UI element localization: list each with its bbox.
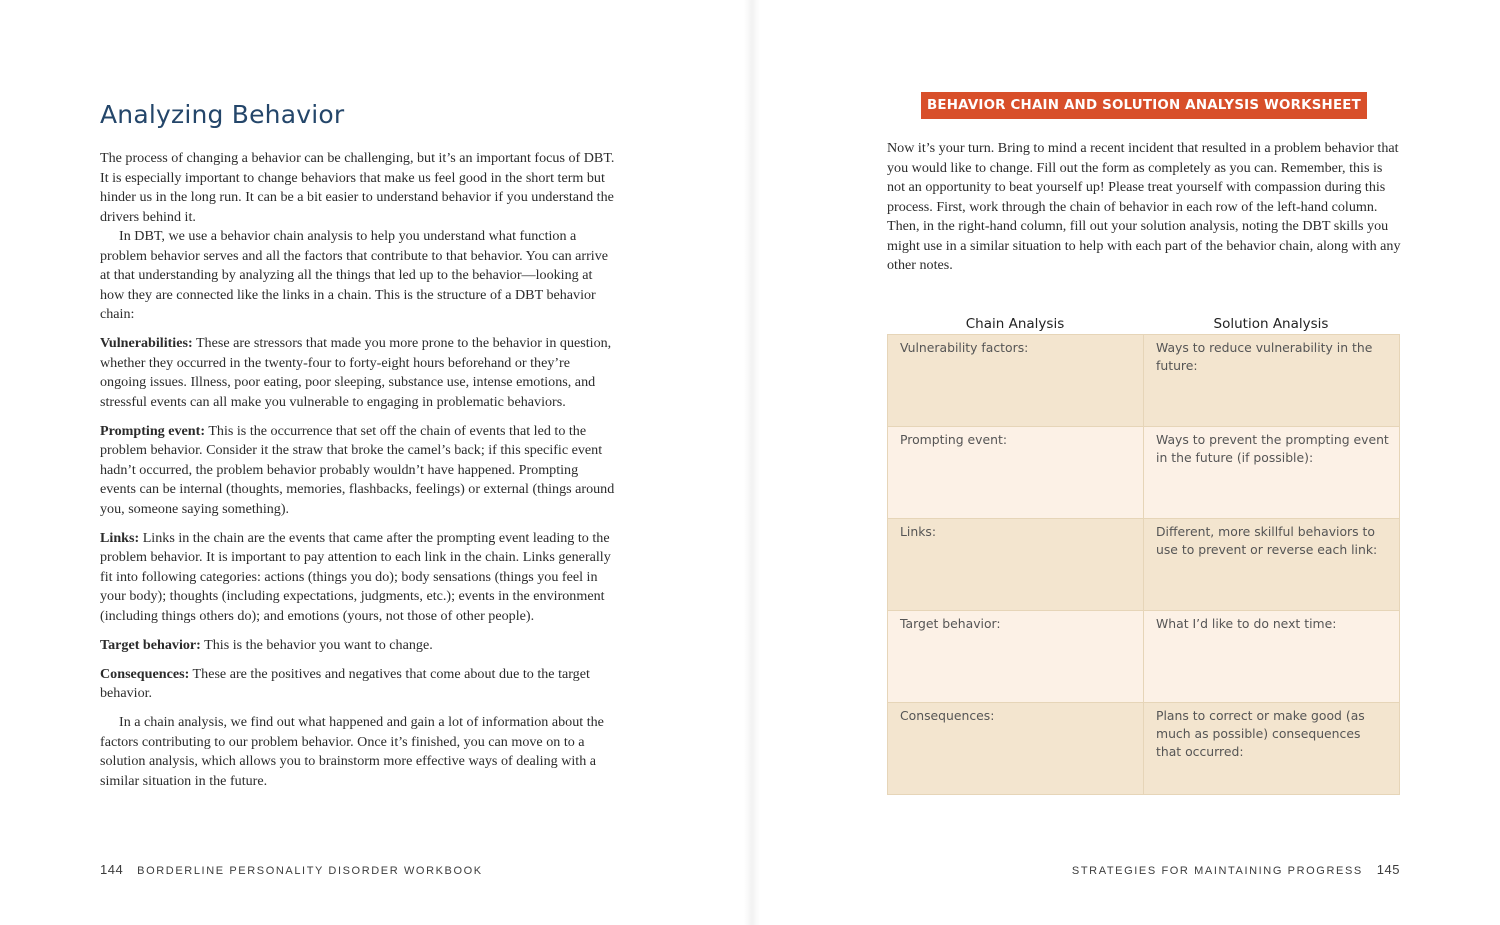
page-title: Analyzing Behavior <box>100 100 345 129</box>
left-footer <box>100 862 483 877</box>
term-label: Target behavior: <box>100 636 201 653</box>
worksheet-row <box>888 335 1400 427</box>
chain-cell-consequences[interactable]: Consequences: <box>888 703 1144 795</box>
term-label: Links: <box>100 529 140 546</box>
solution-cell-target-behavior[interactable]: What I’d like to do next time: <box>1144 611 1400 703</box>
chain-cell-vulnerability[interactable]: Vulnerability factors: <box>888 335 1144 427</box>
term-text: These are stressors that made you more prone to the behavior in question, whether they occurred in the twenty-four to forty-eight hours beforehand or they’re ongoing issues. Illness, poor eating, poor sleeping, substance use, intense emotions, and stressful events can all make you vulnerable to engaging in problematic behaviors. <box>100 335 612 410</box>
right-footer <box>1072 862 1400 877</box>
worksheet-table <box>887 334 1400 795</box>
intro-paragraph-2: In DBT, we use a behavior chain analysis to help you understand what function a problem behavior serves and all the factors that contribute to that behavior. You can arrive at that understanding by analyzing all the things that led up to the behavior—looking at how they are connected like the links in a chain. This is the structure of a DBT behavior chain: <box>100 228 609 322</box>
solution-cell-prompting-event[interactable]: Ways to prevent the prompting event in the future (if possible): <box>1144 427 1400 519</box>
term-text: These are the positives and negatives that come about due to the target behavior. <box>100 665 590 701</box>
solution-cell-vulnerability[interactable]: Ways to reduce vulnerability in the future: <box>1144 335 1400 427</box>
closing-paragraph: In a chain analysis, we find out what happened and gain a lot of information about the factors contributing to our problem behavior. Once it’s finished, you can move on to a solution analysis, which allows you to brainstorm more effective ways of dealing with a similar situation in the future. <box>100 714 604 789</box>
worksheet-tag: BEHAVIOR CHAIN AND SOLUTION ANALYSIS WORKSHEET <box>921 92 1367 119</box>
left-page <box>100 100 615 791</box>
worksheet-row <box>888 427 1400 519</box>
term-target-behavior <box>100 636 615 656</box>
term-label: Prompting event: <box>100 422 206 439</box>
chain-cell-target-behavior[interactable]: Target behavior: <box>888 611 1144 703</box>
body-text <box>100 149 615 791</box>
term-label: Vulnerabilities: <box>100 335 193 351</box>
solution-cell-links[interactable]: Different, more skillful behaviors to use to prevent or reverse each link: <box>1144 519 1400 611</box>
intro-paragraph-1: The process of changing a behavior can be challenging, but it’s an important focus of DBT. It is especially important to change behaviors that make us feel good in the short term but hinder us in the long run. It can be a bit easier to understand behavior if you understand the drivers behind it. <box>100 150 615 225</box>
solution-cell-consequences[interactable]: Plans to correct or make good (as much as possible) consequences that occurred: <box>1144 703 1400 795</box>
running-title-left: BORDERLINE PERSONALITY DISORDER WORKBOOK <box>137 865 483 877</box>
page-number-left: 144 <box>100 862 124 877</box>
page-gutter <box>744 0 760 925</box>
term-links <box>100 529 615 627</box>
term-prompting-event <box>100 422 615 520</box>
worksheet-row <box>888 703 1400 795</box>
term-text: This is the occurrence that set off the chain of events that led to the problem behavior. Consider it the straw that broke the camel’s back; if this specific event hadn’t occurred, the problem behavior probably wouldn’t have happened. Prompting events can be internal (thoughts, memories, flashbacks, feelings) or external (things around you, someone saying something). <box>100 422 615 517</box>
term-label: Consequences: <box>100 665 190 682</box>
chain-cell-prompting-event[interactable]: Prompting event: <box>888 427 1144 519</box>
running-title-right: STRATEGIES FOR MAINTAINING PROGRESS <box>1071 865 1363 877</box>
page-number-right: 145 <box>1376 862 1400 877</box>
worksheet-row <box>888 519 1400 611</box>
term-text: Links in the chain are the events that came after the prompting event leading to the problem behavior. It is important to pay attention to each link in the chain. Links generally fit into following categories: actions (things you do); body sensations (things you feel in your body); thoughts (including expectations, judgments, etc.); events in the environment (including things others do); and emotions (yours, not those of other people). <box>100 529 611 624</box>
term-text: This is the behavior you want to change. <box>200 636 433 653</box>
worksheet-row <box>888 611 1400 703</box>
term-vulnerabilities <box>100 334 615 412</box>
chain-analysis-header: Chain Analysis <box>965 316 1065 332</box>
term-consequences <box>100 665 615 704</box>
worksheet-column-headers <box>887 313 1400 335</box>
worksheet-intro: Now it’s your turn. Bring to mind a recent incident that resulted in a problem behavior that you would like to change. Fill out the form as completely as you can. Remember, this is not an opportunity to beat yourself up! Please treat yourself with compassion during this process. First, work through the chain of behavior in each row of the left-hand column. Then, in the right-hand column, fill out your solution analysis, noting the DBT skills you might use in a similar situation to help with each part of the behavior chain, along with any other notes. <box>887 140 1401 273</box>
solution-analysis-header: Solution Analysis <box>1213 316 1329 332</box>
chain-cell-links[interactable]: Links: <box>888 519 1144 611</box>
